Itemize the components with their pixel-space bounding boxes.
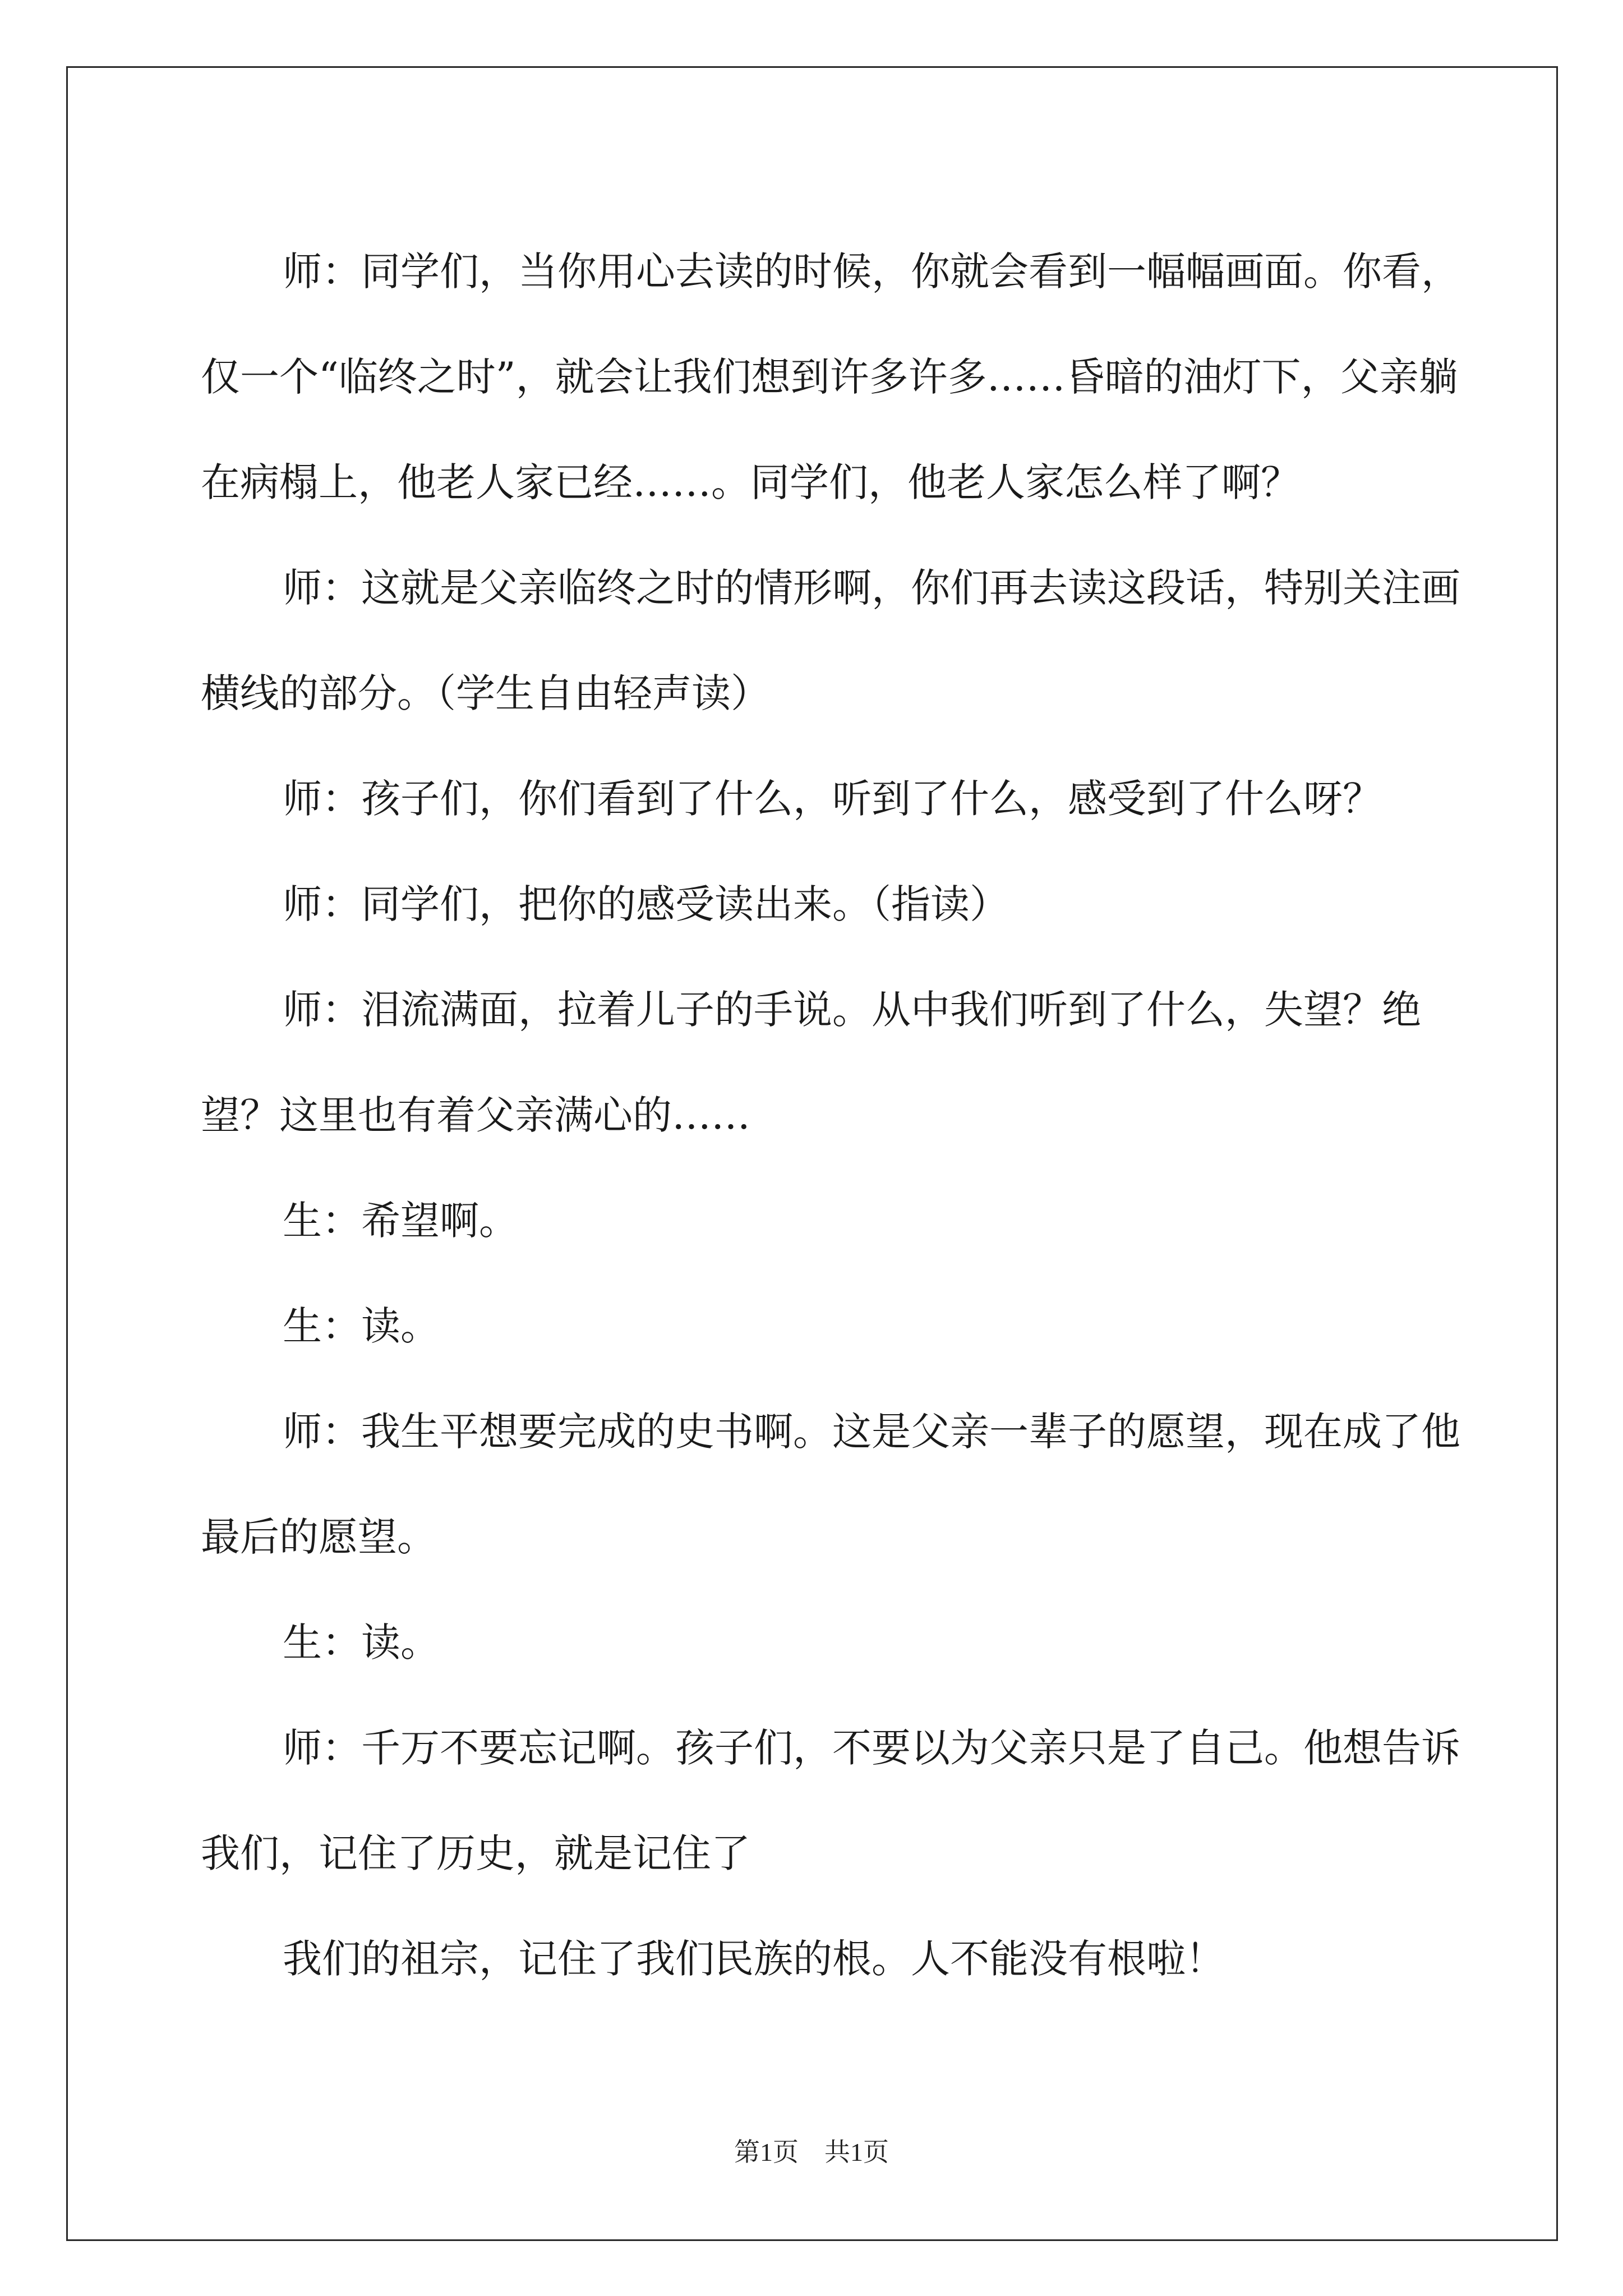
paragraph-5: 师：泪流满面，拉着儿子的手说。从中我们听到了什么，失望？绝望？这里也有着父亲满心的…… (201, 987, 1421, 1138)
document-body (201, 219, 1482, 2012)
paragraph-1: 师：同学们，当你用心去读的时候，你就会看到一幅幅画面。你看，仅一个“临终之时”，就会让我们想到许多许多……昏暗的油灯下，父亲躺在病榻上，他老人家已经……。同学们，他老人家怎么样了啊？ (201, 249, 1460, 505)
paragraph-6: 生：希望啊。 (283, 1198, 518, 1244)
paragraph-8: 师：我生平想要完成的史书啊。这是父亲一辈子的愿望，现在成了他最后的愿望。 (201, 1409, 1460, 1560)
page-number-footer: 第1页 共1页 (734, 2138, 889, 2166)
paragraph-11: 我们的祖宗，记住了我们民族的根。人不能没有根啦！ (283, 1936, 1225, 1982)
paragraph-9: 生：读。 (283, 1619, 440, 1665)
paragraph-3: 师：孩子们，你们看到了什么，听到了什么，感受到了什么呀？ (283, 776, 1382, 822)
paragraph-7: 生：读。 (283, 1303, 440, 1349)
paragraph-4: 师：同学们，把你的感受读出来。（指读） (283, 881, 1009, 927)
paragraph-2: 师：这就是父亲临终之时的情形啊，你们再去读这段话，特别关注画横线的部分。（学生自由轻声读） (201, 565, 1460, 716)
paragraph-10: 师：千万不要忘记啊。孩子们，不要以为父亲只是了自己。他想告诉我们，记住了历史，就是记住了 (201, 1725, 1460, 1876)
